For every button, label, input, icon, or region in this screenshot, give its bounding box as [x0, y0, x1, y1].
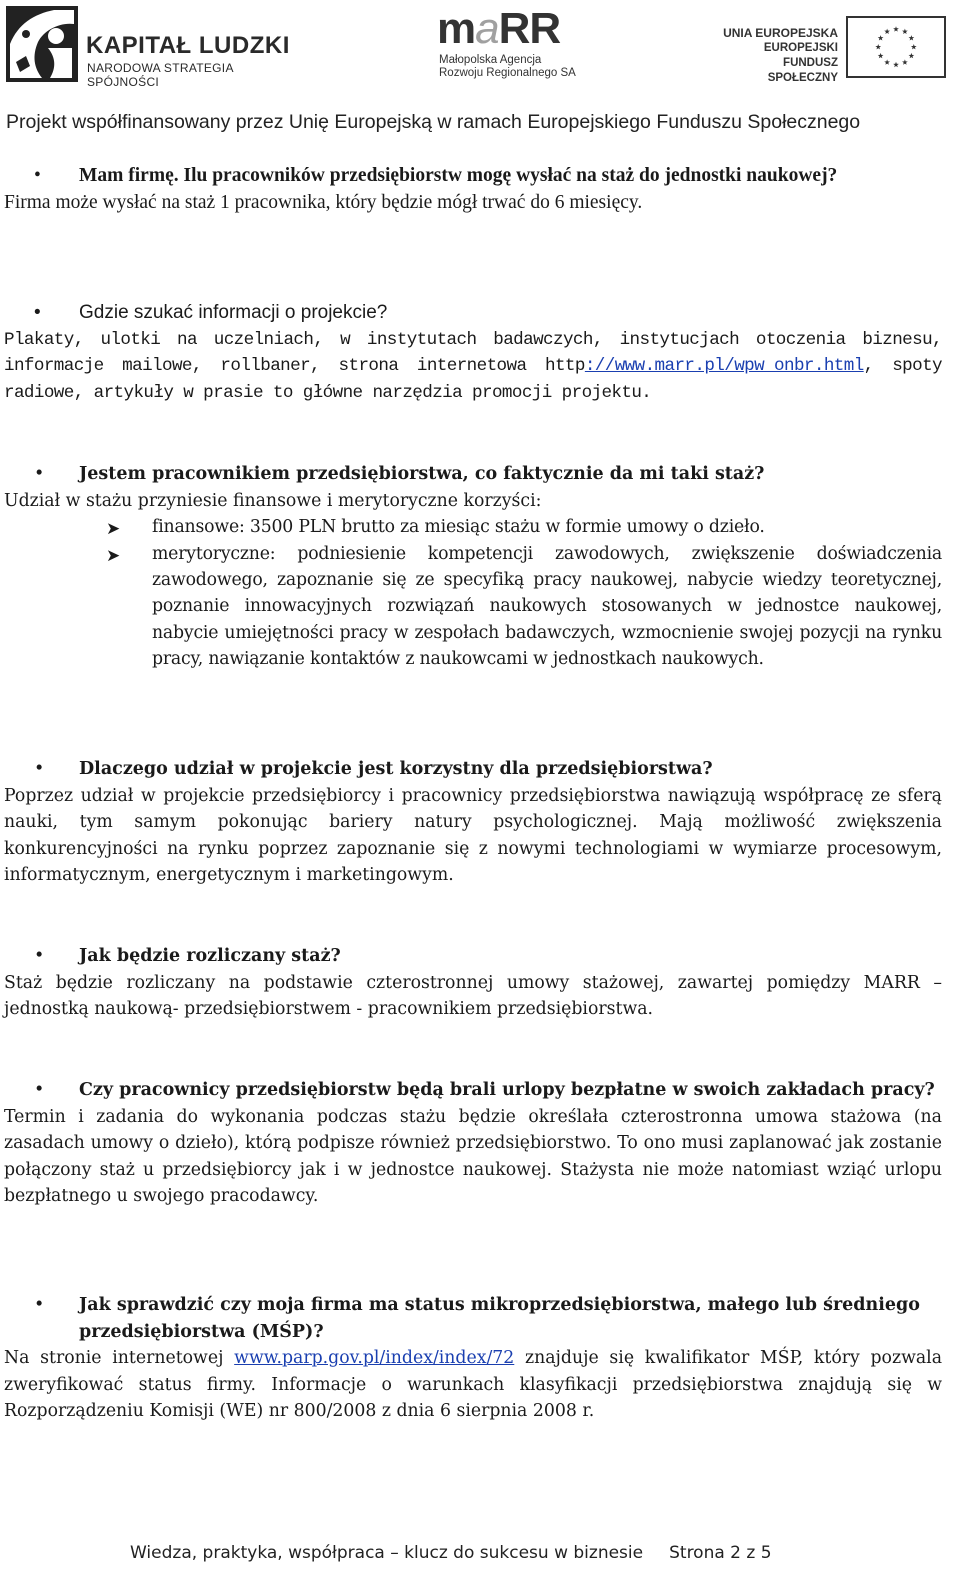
- eu-star-icon: [878, 53, 884, 58]
- question-heading: • Dlaczego udział w projekcie jest korzystny dla przedsiębiorstwa?: [4, 756, 942, 783]
- kapital-ludzki-emblem-icon: [4, 4, 80, 84]
- eu-star-icon: [909, 35, 915, 40]
- eu-text: UNIA EUROPEJSKA EUROPEJSKI FUNDUSZ SPOŁECZNY: [723, 26, 838, 84]
- eu-star-icon: [902, 59, 908, 64]
- section-ilu-pracownikow: [4, 163, 942, 216]
- eu-star-icon: [909, 53, 915, 58]
- eu-star-icon: [911, 44, 917, 49]
- answer-text: Poprzez udział w projekcie przedsiębiorcy i pracownicy przedsiębiorstwa nawiązują współpracę ze sferą nauki, tym samym pokonując bariery natury psychologicznej. Mają możliwość zwiększenia konkurencyjności na rynku poprzez zapoznanie się z nowymi technologiami w wymiarze procesowym, informatycznym, energetycznym i marketingowym.: [4, 785, 942, 886]
- question-heading: • Jestem pracownikiem przedsiębiorstwa, co faktycznie da mi taki staż?: [4, 461, 942, 488]
- kapital-ludzki-name: KAPITAŁ LUDZKI: [86, 32, 290, 59]
- marr-subtitle: Małopolska Agencja Rozwoju Regionalnego SA: [439, 54, 576, 79]
- page-footer: [130, 1543, 820, 1563]
- section-dlaczego-korzystny: [4, 756, 942, 889]
- answer-intro: Udział w stażu przyniesie finansowe i merytoryczne korzyści:: [4, 490, 542, 511]
- marr-logo: [437, 4, 597, 84]
- arrow-bullet-icon: ➤: [106, 545, 121, 566]
- eu-star-icon: [875, 44, 881, 49]
- list-item: ➤ merytoryczne: podniesienie kompetencji zawodowych, zwiększenie doświadczenia zawodowego, zapoznanie się ze specyfiką pracy naukowej, nabycie wiedzy teoretycznej, poznanie innowacyjnych rozwiązań naukowych stosowanych w jednostce naukowej, nabycie umiejętności pracy w zespołach badawczych, wzmocnienie swojej pozycji na rynku pracy, nawiązanie kontaktów z naukowcami w jednostkach naukowych.: [106, 543, 942, 670]
- answer-text: Firma może wysłać na staż 1 pracownika, który będzie mógł trwać do 6 miesięcy.: [4, 191, 643, 213]
- question-heading: • Gdzie szukać informacji o projekcie?: [4, 300, 942, 327]
- document-header: [0, 0, 960, 150]
- eu-star-icon: [893, 26, 899, 31]
- eu-logo: [710, 16, 950, 82]
- footer-tagline: Wiedza, praktyka, współpraca – klucz do sukcesu w biznesie: [130, 1543, 644, 1563]
- question-heading: • Czy pracownicy przedsiębiorstw będą brali urlopy bezpłatne w swoich zakładach pracy?: [4, 1077, 942, 1104]
- section-urlopy: [4, 1077, 942, 1210]
- answer-text: Na stronie internetowej www.parp.gov.pl/index/index/72 znajduje się kwalifikator MŚP, który pozwala zweryfikować status firmy. Informacje o warunkach klasyfikacji przedsiębiorstwa znajdują się w Rozporządzeniu Komisji (WE) nr 800/2008 z dnia 6 sierpnia 2008 r.: [4, 1348, 942, 1422]
- question-heading: • Mam firmę. Ilu pracowników przedsiębiorstw mogę wysłać na staż do jednostki naukowej?: [4, 163, 942, 190]
- answer-text: Staż będzie rozliczany na podstawie czterostronnej umowy stażowej, zawartej pomiędzy MARR – jednostką naukową- przedsiębiorstwem - pracownikiem przedsiębiorstwa.: [4, 972, 942, 1020]
- eu-flag-icon: [846, 16, 946, 78]
- project-cofinancing-line: Projekt współfinansowany przez Unię Europejską w ramach Europejskiego Funduszu Społecznego: [6, 111, 861, 133]
- kapital-ludzki-logo: [4, 4, 304, 89]
- marr-wordmark: maRR: [437, 4, 561, 53]
- benefits-list: [4, 514, 942, 672]
- eu-star-icon: [893, 62, 899, 67]
- question-heading: • Jak będzie rozliczany staż?: [4, 943, 942, 970]
- eu-star-icon: [902, 29, 908, 34]
- parp-website-link[interactable]: www.parp.gov.pl/index/index/72: [234, 1348, 515, 1369]
- eu-star-icon: [878, 35, 884, 40]
- eu-star-icon: [884, 59, 890, 64]
- eu-star-icon: [884, 29, 890, 34]
- section-gdzie-szukac: [4, 300, 942, 406]
- list-item: ➤ finansowe: 3500 PLN brutto za miesiąc stażu w formie umowy o dzieło.: [4, 514, 942, 540]
- arrow-bullet-icon: ➤: [106, 519, 121, 540]
- section-co-da-staz: [4, 461, 942, 673]
- answer-text: Plakaty, ulotki na uczelniach, w instytutach badawczych, instytucjach otoczenia biznesu, informacje mailowe, rollbaner, strona internetowa http://www.marr.pl/wpw_onbr.html, spoty radiowe, artykuły w prasie to główne narzędzia promocji projektu.: [4, 329, 942, 403]
- section-rozliczanie: [4, 943, 942, 1023]
- answer-text: Termin i zadania do wykonania podczas stażu będzie określała czterostronna umowa stażowa (na zasadach umowy o dzieło), którą podpisze również przedsiębiorstwo. To ono musi zaplanować jak zostanie połączony staż u przedsiębiorcy jak i w jednostce naukowej. Stażysta nie może natomiast wziąć urlopu bezpłatnego u swojego pracodawcy.: [4, 1106, 942, 1207]
- marr-website-link[interactable]: ://www.marr.pl/wpw_onbr.html: [584, 356, 864, 377]
- kapital-ludzki-subtitle: NARODOWA STRATEGIA SPÓJNOŚCI: [87, 61, 234, 89]
- page-number: Strona 2 z 5: [669, 1543, 772, 1563]
- section-status-msp: [4, 1292, 942, 1425]
- question-heading: • Jak sprawdzić czy moja firma ma status mikroprzedsiębiorstwa, małego lub średniego przedsiębiorstwa (MŚP)?: [4, 1292, 942, 1345]
